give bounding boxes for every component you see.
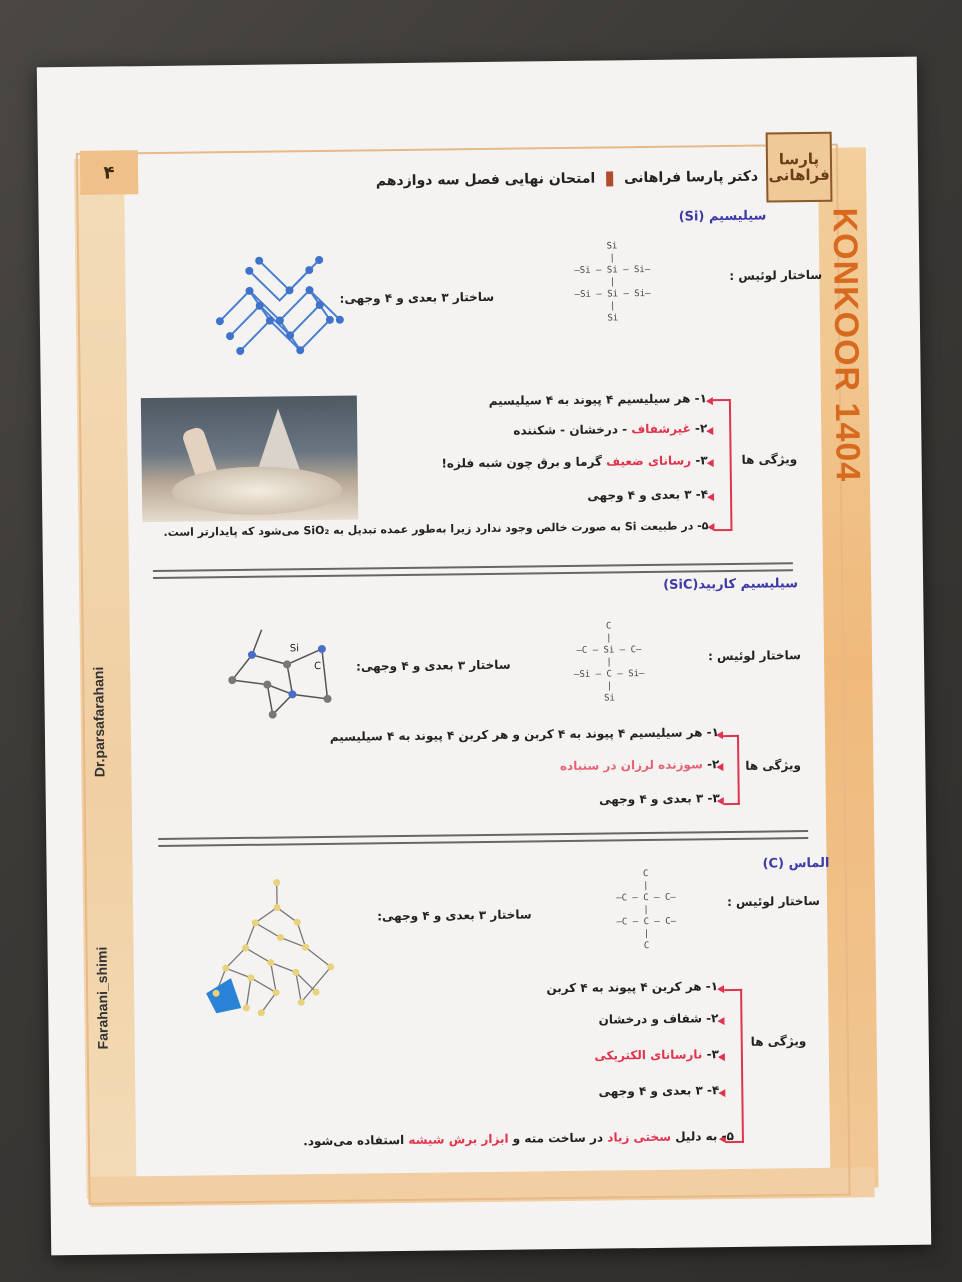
sic-properties-bracket xyxy=(723,735,740,805)
sic-property-2: ۲- سوزنده لرزان در سنباده xyxy=(559,757,720,774)
sic-property-1: ۱- هر سیلیسیم ۴ پیوند به ۴ کربن و هر کربن ۴ پیوند به ۴ سیلیسیم xyxy=(329,725,720,744)
sic-lattice-diagram xyxy=(211,609,352,731)
instagram-handle: Dr.parsafarahani xyxy=(90,666,108,778)
diamond-property-4: ۴- ۳ بعدی و ۴ وجهی xyxy=(598,1083,720,1099)
silicon-lattice-diagram xyxy=(199,240,351,372)
diamond-property-3: ۳- نارسانای الکتریکی xyxy=(594,1047,719,1063)
sic-si-label: Si xyxy=(289,643,300,655)
silicon-crystal-photo xyxy=(141,396,358,523)
silicon-property-3: ۳- رسانای ضعیف گرما و برق چون شبه فلزه! xyxy=(441,453,708,471)
page-number: ۴ xyxy=(80,150,139,195)
sic-property-3: ۳- ۳ بعدی و ۴ وجهی xyxy=(598,791,720,807)
diamond-title: الماس (C) xyxy=(762,855,830,872)
diamond-properties-label: ویژگی ها xyxy=(750,1034,807,1049)
header-separator xyxy=(606,171,613,186)
diamond-property-2: ۲- شفاف و درخشان xyxy=(598,1011,719,1027)
sic-lewis-label: ساختار لوئیس : xyxy=(707,648,801,664)
diamond-property-5: ۵- به دلیل سختی زیاد در ساخت مته و ابزار برش شیشه استفاده می‌شود. xyxy=(303,1128,734,1149)
sic-lewis-structure: C | —C — Si — C— | —Si — C — Si— | Si xyxy=(573,621,645,704)
diamond-property-1: ۱- هر کربن ۴ پیوند به ۴ کربن xyxy=(546,979,719,996)
diamond-lewis-label: ساختار لوئیس : xyxy=(726,893,820,910)
sic-properties-label: ویژگی ها xyxy=(745,758,802,773)
silicon-property-2: ۲- غیرشفاف - درخشان - شکننده xyxy=(513,421,708,438)
silicon-property-1: ۱- هر سیلیسیم ۴ پیوند به ۴ سیلیسیم xyxy=(488,391,707,408)
diamond-lewis-structure: C | —C — C — C— | —C — C — C— | C xyxy=(616,869,677,952)
konkoor-banner: KONKOOR 1404 xyxy=(825,207,867,483)
brand-logo: پارسا فراهانی xyxy=(766,132,833,203)
sic-title: سیلیسیم کاربید(SiC) xyxy=(663,576,799,593)
silicon-lewis-label: ساختار لوئیس : xyxy=(729,267,823,283)
worksheet-page xyxy=(37,57,931,1256)
silicon-properties-bracket xyxy=(713,399,733,531)
silicon-lewis-structure: Si | —Si — Si — Si— | —Si — Si — Si— | Si xyxy=(574,241,651,324)
header-title: امتحان نهایی فصل سه دوازدهم xyxy=(375,170,596,190)
silicon-property-4: ۴- ۳ بعدی و ۴ وجهی xyxy=(587,487,709,503)
telegram-handle: Farahani_shimi xyxy=(93,946,111,1050)
silicon-structure-label: ساختار ۳ بعدی و ۴ وجهی: xyxy=(339,289,495,306)
sic-c-label: C xyxy=(314,660,322,673)
sic-structure-label: ساختار ۳ بعدی و ۴ وجهی: xyxy=(356,657,511,674)
silicon-title: سیلیسیم (Si) xyxy=(678,208,767,225)
silicon-properties-label: ویژگی ها xyxy=(741,452,798,467)
diamond-structure-label: ساختار ۳ بعدی و ۴ وجهی: xyxy=(377,907,532,924)
header-author: دکتر پارسا فراهانی xyxy=(623,168,759,187)
diamond-properties-bracket xyxy=(724,989,744,1143)
silicon-property-5: ۵- در طبیعت Si به صورت خالص وجود ندارد زیرا به‌طور عمده تبدیل به SiO₂ می‌شود که پایدارتر است. xyxy=(163,519,709,539)
diamond-lattice-diagram xyxy=(185,872,347,1034)
